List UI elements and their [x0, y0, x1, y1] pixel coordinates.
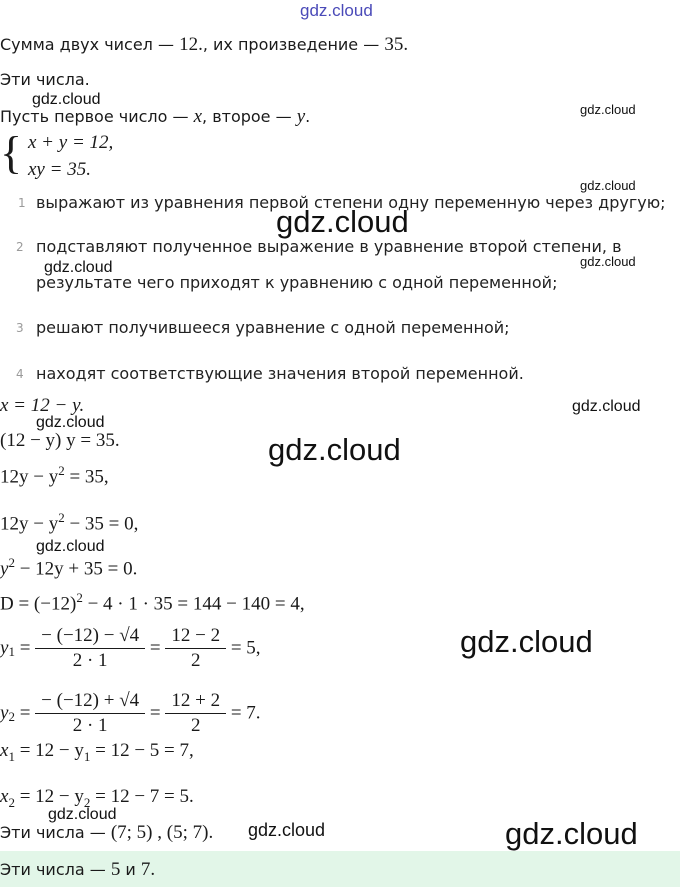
watermark: gdz.cloud — [268, 432, 401, 467]
problem-text: , их произведение — — [202, 35, 385, 54]
sum-value: 12. — [179, 34, 203, 55]
watermark: gdz.cloud — [572, 398, 641, 415]
fraction: $\frac{- (-12) - √4}{2 \cdot 1}$ — [35, 624, 145, 673]
step-text: решают получившееся уравнение с одной переменной; — [36, 318, 510, 337]
watermark: gdz.cloud — [248, 820, 326, 840]
pairs-line: Эти числа — (7; 5) , (5; 7). — [0, 822, 214, 843]
discriminant-line: $D = (-12)^2 - 4 \cdot 1 \cdot 35 = 144 - 140 = 4$, — [0, 590, 305, 615]
product-value: 35. — [384, 34, 409, 55]
watermark: gdz.cloud — [460, 624, 593, 659]
var-y: y — [296, 106, 306, 127]
fraction: $\frac{12 - 2}{2}$ — [165, 624, 226, 673]
step-number: 1 — [18, 196, 26, 210]
system-eq1: x + y = 12, — [28, 132, 114, 153]
watermark: gdz.cloud — [276, 204, 409, 239]
solution-line: $12y - y^2 = 35$, — [0, 463, 109, 488]
watermark: gdz.cloud — [580, 178, 636, 193]
root-x2: $x_2 = 12 - y_2 = 12 - 7 = 5$. — [0, 786, 194, 810]
watermark: gdz.cloud — [505, 816, 638, 851]
watermark: gdz.cloud — [48, 806, 117, 823]
root-x1: $x_1 = 12 - y_1 = 12 - 5 = 7$, — [0, 740, 194, 764]
watermark: gdz.cloud — [44, 259, 113, 276]
system-brace: { — [0, 127, 23, 178]
let-statement — [0, 106, 310, 128]
root-y1: $y_1$ = $\frac{- (-12) - √4}{2 \cdot 1}$ = $\frac{12 - 2}{2}$ = 5, — [0, 625, 261, 671]
step-text: находят соответствующие значения второй переменной. — [36, 364, 524, 383]
question-text: Эти числа. — [0, 70, 90, 89]
watermark: gdz.cloud — [36, 414, 105, 431]
step-number: 2 — [16, 240, 24, 254]
step-text: подставляют полученное выражение в уравнение второй степени, в — [36, 237, 622, 256]
watermark: gdz.cloud — [32, 91, 101, 108]
fraction: $\frac{- (-12) + √4}{2 \cdot 1}$ — [35, 689, 145, 737]
root-y2: $y_2$ = $\frac{- (-12) + √4}{2 \cdot 1}$ = $\frac{12 + 2}{2}$ = 7. — [0, 690, 261, 736]
system-eq2: xy = 35. — [28, 159, 91, 180]
problem-statement — [0, 34, 408, 56]
watermark: gdz.cloud — [580, 254, 636, 269]
watermark: gdz.cloud — [580, 102, 636, 117]
solution-line: (12 − y) y = 35. — [0, 430, 120, 451]
solution-line: $y^2 - 12y + 35 = 0$. — [0, 555, 138, 580]
let-text: Пусть первое число — — [0, 107, 194, 126]
watermark: gdz.cloud — [36, 538, 105, 555]
solution-line: $12y - y^2 - 35 = 0$, — [0, 510, 139, 535]
step-number: 3 — [16, 321, 24, 335]
answer-box — [0, 851, 680, 887]
pairs-value: (7; 5) , (5; 7). — [110, 822, 214, 843]
answer-text: Эти числа — 5 и 7. — [0, 859, 156, 880]
problem-text: Сумма двух чисел — — [0, 35, 180, 54]
var-x: x — [193, 106, 203, 127]
let-text: . — [305, 107, 311, 126]
watermark: gdz.cloud — [300, 1, 373, 20]
fraction: $\frac{12 + 2}{2}$ — [165, 689, 226, 737]
step-number: 4 — [16, 367, 24, 381]
step-text: результате чего приходят к уравнению с одной переменной; — [36, 273, 558, 292]
solution-line: x = 12 − y. — [0, 395, 85, 416]
let-text: , второе — — [202, 107, 297, 126]
step-text: выражают из уравнения первой степени одну переменную через другую; — [36, 193, 666, 212]
